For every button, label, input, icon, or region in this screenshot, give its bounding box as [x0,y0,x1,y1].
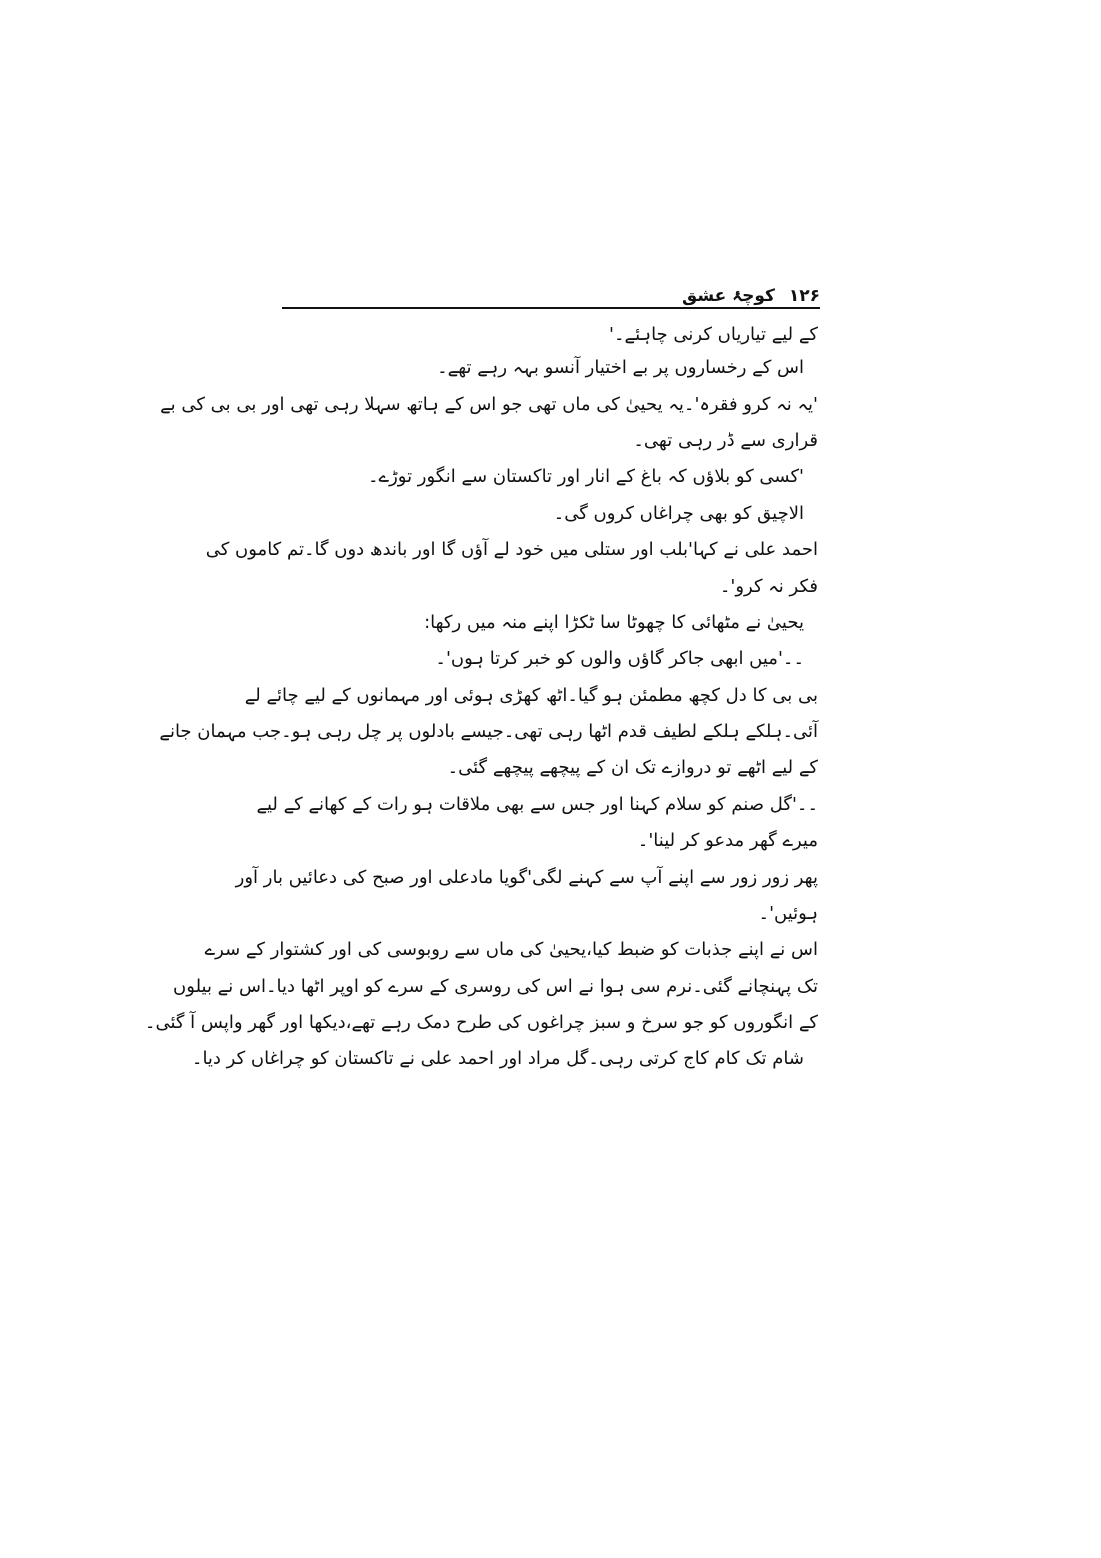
body-line: ہوئیں'۔ [758,903,818,924]
body-line: شام تک کام کاج کرتی رہی۔گل مراد اور احمد علی نے تاکستان کو چراغاں کر دیا۔ [191,1048,804,1069]
page-number: ۱۲۶ [788,286,820,306]
body-line: پھر زور زور سے اپنے آپ سے کہنے لگی'گویا مادعلی اور صبح کی دعائیں بار آور [235,867,818,888]
body-line: اس نے اپنے جذبات کو ضبط کیا،یحییٰ کی ماں سے روبوسی کی اور کشتوار کے سرے [204,939,818,960]
body-line: بی بی کا دل کچھ مطمئن ہو گیا۔اٹھ کھڑی ہوئی اور مہمانوں کے لیے چائے لے [244,685,818,706]
body-line: الاچیق کو بھی چراغاں کروں گی۔ [553,503,804,524]
body-line: فکر نہ کرو'۔ [719,576,818,597]
body-line: کے لیے تیاریاں کرنی چاہئے۔' [609,324,818,345]
body-line: آئی۔ہلکے ہلکے لطیف قدم اٹھا رہی تھی۔جیسے بادلوں پر چل رہی ہو۔جب مہمان جانے [159,721,818,742]
body-line: قراری سے ڈر رہی تھی۔ [633,430,818,451]
body-line: میرے گھر مدعو کر لینا'۔ [637,830,818,851]
header-rule [282,307,820,309]
body-line: تک پہنچانے گئی۔نرم سی ہوا نے اس کی روسری کے سرے کو اوپر اٹھا دیا۔اس نے بیلوں [173,976,818,997]
body-line: کے لیے اٹھے تو دروازے تک ان کے پیچھے پیچھے گئی۔ [447,757,818,778]
body-line: یحییٰ نے مٹھائی کا چھوٹا سا ٹکڑا اپنے منہ میں رکھا: [424,612,804,633]
page-header [282,284,820,308]
body-line: کے انگوروں کو جو سرخ و سبز چراغوں کی طرح دمک رہے تھے،دیکھا اور گھر واپس آ گئی۔ [144,1012,818,1033]
body-line: 'یہ نہ کرو فقرہ'۔یہ یحییٰ کی ماں تھی جو اس کے ہاتھ سہلا رہی تھی اور بی بی کی بے [160,394,818,415]
body-line: اس کے رخساروں پر بے اختیار آنسو بہہ رہے تھے۔ [437,357,804,378]
body-line: ۔۔'گل صنم کو سلام کہنا اور جس سے بھی ملاقات ہو رات کے کھانے کے لیے [256,794,818,815]
body-line: احمد علی نے کہا'بلب اور ستلی میں خود لے آؤں گا اور باندھ دوں گا۔تم کاموں کی [205,539,818,560]
body-line: 'کسی کو بلاؤں کہ باغ کے انار اور تاکستان سے انگور توڑے۔ [367,466,804,487]
body-line: ۔۔'میں ابھی جاکر گاؤں والوں کو خبر کرتا ہوں'۔ [435,648,804,669]
running-head-title: کوچۂ عشق [682,286,775,306]
